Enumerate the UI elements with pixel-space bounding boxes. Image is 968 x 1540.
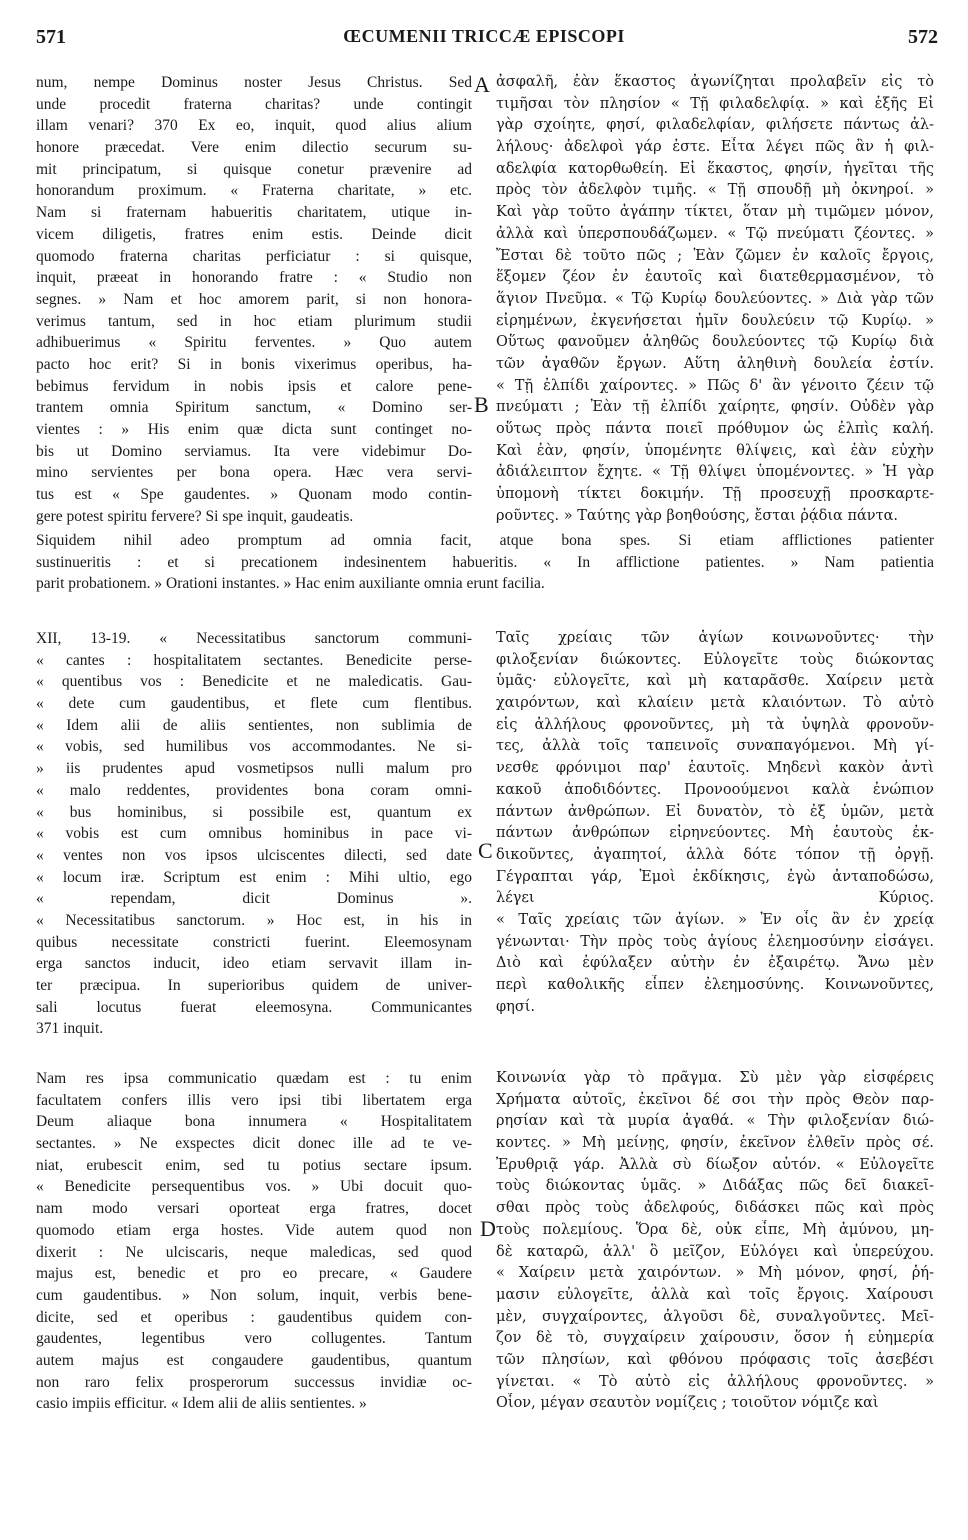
text-line: αδελφία κατορθωθείη. Εἰ ἕκαστος, φησίν, ἡγεῖται τῆς <box>496 160 934 177</box>
text-line: unde procedit fraterna charitas? unde contingit <box>36 95 472 113</box>
text-line: δὲ καταρῶ, ἀλλ' ὃ μεῖζον, Εὐλόγει καὶ ὑπερεύχου. <box>496 1243 934 1260</box>
text-line: ὑπομονὴ τίκτει δοκιμήν. Τῇ προσευχῇ προσκαρτε- <box>496 486 934 503</box>
text-line: Οὕτως φανοῦμεν ἀληθῶς δουλεύοντες τῷ Κυρίῳ διὰ <box>496 334 934 351</box>
text-line: « malo reddentes, providentes bona coram omni- <box>36 781 472 799</box>
text-line: Nam si fraternam habueritis charitatem, utique in- <box>36 204 472 222</box>
text-line: « Τῇ ἐλπίδι χαίροντες. » Πῶς δ' ἂν γένοιτο ζέειν τῷ <box>496 377 934 394</box>
text-line: honore præcedat. Vere enim dilectio securum su- <box>36 139 472 157</box>
text-line: ἀδιάλειπτον ἔχητε. « Τῇ θλίψει ὑπομένοντες. » Ἡ γὰρ <box>496 464 934 481</box>
text-line: « vobis est cum omnibus hominibus in pace vi- <box>36 825 472 843</box>
text-line: εἰρημένων, ἐκγενήσεται ἡμῖν δουλεύειν τῷ Κυρίῳ. » <box>496 312 934 329</box>
text-line: λήλους· ἀδελφοὶ γάρ ἐστε. Εἶτα λέγει πῶς ἂν ἡ φιλ- <box>496 139 934 156</box>
text-line: ζον δὲ τὸ, συγχαίρειν χαίρουσιν, ὅσον ἡ εὐημερία <box>496 1330 934 1347</box>
text-line: inquit, præeat in honorando fratre : « Studio non <box>36 269 472 287</box>
text-line: ἀλλὰ καὶ ὑπερσπουδάζωμεν. « Τῷ πνεύματι ζέοντες. » <box>496 225 934 242</box>
margin-letter-c: C <box>478 838 493 863</box>
text-line: vientes : » His enim quæ dicta sunt continget no- <box>36 421 472 438</box>
text-line: non raro felix prosperorum successus invidiæ oc- <box>36 1373 472 1391</box>
greek-column-middle <box>496 628 934 1018</box>
text-line: parit probationem. » Orationi instantes. » Hac enim auxiliante omnia erunt facilia. <box>36 575 545 593</box>
text-line: ροῦντες. » Ταύτης γὰρ βοηθούσης, ἔσται ῥᾴδια πάντα. <box>496 507 899 524</box>
text-line: σθαι πρὸς τοὺς ἀδελφούς, διδάσκει πῶς καὶ πρὸς <box>496 1200 934 1217</box>
text-line: pacto hoc erit? Si in bonis vixerimus operibus, ha- <box>36 355 472 373</box>
text-line: πάντων ἀνθρώπων. Εἰ δυνατὸν, τὸ ἐξ ὑμῶν, μετὰ <box>496 803 934 820</box>
text-line: quomodo fraterna charitas perficiatur : si quisque, <box>36 247 472 265</box>
text-line: « Necessitatibus sanctorum. » Hoc est, in his in <box>36 911 472 929</box>
running-header <box>0 10 968 50</box>
text-line: mino servientes per bona opera. Hæc vera servi- <box>36 464 472 482</box>
text-line: quomodo etiam erga hostes. Vide autem quod non <box>36 1221 472 1239</box>
text-line: μασιν εὐλογεῖτε, ἀλλὰ καὶ τοῖς ἔργοις. Χαίρουσι <box>496 1286 934 1303</box>
text-line: 371 inquit. <box>36 1020 104 1038</box>
latin-column-bottom <box>36 1068 472 1415</box>
text-line: γένωνται· Τὴν πρὸς τοὺς ἁγίους ἐλεημοσύνην εἰσάγει. <box>496 933 934 950</box>
margin-letter-b: B <box>474 392 489 417</box>
text-line: bis ut Domino serviamus. Ita vere videbimur Do- <box>36 442 472 460</box>
text-line: gere potest spiritu fervere? Si spe inquit, gaudeatis. <box>36 507 354 525</box>
text-line: » iis prudentes apud vosmetipsos nulli malum pro <box>36 760 472 778</box>
text-line: bebimus fervidum in nobis ipsis et calore pene- <box>36 377 472 395</box>
text-line: « cantes : hospitalitatem sectantes. Benedicite perse- <box>36 651 472 669</box>
text-line: « locum iræ. Scriptum est enim : Mihi ultio, ego <box>36 868 472 886</box>
text-line: ter præcipua. In superioribus quidem de univer- <box>36 977 472 994</box>
text-line: Nam res ipsa communicatio quædam est : tu enim <box>36 1070 472 1087</box>
text-line: τες, ἀλλὰ τοῖς ταπεινοῖς συναπαγόμενοι. Μὴ γί- <box>496 738 934 755</box>
text-line: νεσθε φρόνιμοι παρ' ἑαυτοῖς. Μηδενὶ κακὸν ἀντὶ <box>496 760 934 777</box>
text-line: sali locutus fuerat eleemosyna. Communicantes <box>36 998 472 1016</box>
right-page-number: 572 <box>908 26 938 48</box>
margin-letter-a: A <box>474 72 490 97</box>
latin-column-top <box>36 72 472 527</box>
text-line: Ταῖς χρείαις τῶν ἁγίων κοινωνοῦντες· τὴν <box>496 630 934 646</box>
text-line: Διὸ καὶ ἐφύλαξεν αὐτὴν ἐν ἐξαιρέτῳ. Ἄνω μὲν <box>496 955 934 972</box>
text-line: Deum aliaque bona innumera « Hospitalitatem <box>36 1113 472 1131</box>
text-line: δικοῦντες, ἀγαπητοί, ἀλλὰ δότε τόπον τῇ ὀργῇ. <box>496 846 934 863</box>
text-line: χαιρόντων, καὶ κλαίειν μετὰ κλαιόντων. Τὸ αὐτὸ <box>496 695 934 712</box>
text-line: περὶ καθολικῆς εἶπεν ἐλεημοσύνης. Κοινωνοῦντες, <box>496 977 934 993</box>
text-line: πνεύματι ; Ἐὰν τῇ ἐλπίδι χαίρητε, φησίν. Οὐδὲν γὰρ <box>496 399 934 416</box>
greek-column-bottom <box>496 1068 934 1415</box>
text-line: Γέγραπται γάρ, Ἐμοὶ ἐκδίκησις, ἐγὼ ἀνταποδώσω, <box>496 868 934 885</box>
text-line: Ἔσται δὲ τοῦτο πῶς ; Ἐὰν ζῶμεν ἐν καλοῖς ἔργοις, <box>496 247 934 264</box>
text-line: autem majus est congaudere gaudentibus, quantum <box>36 1351 472 1369</box>
text-line: τιμῆσαι τὸν πλησίον « Τῇ φιλαδελφίᾳ. » καὶ ἑξῆς Εἰ <box>496 95 934 112</box>
text-line: Καὶ ἐὰν, φησίν, ὑπομένητε θλίψεις, καὶ ἐὰν εὐχὴν <box>496 442 934 459</box>
text-line: segnes. » Nam et hoc amorem parit, si non honora- <box>36 290 472 308</box>
text-line: illam venari? 370 Ex eo, inquit, quod alius alium <box>36 117 472 135</box>
text-line: erga sanctos inducit, ideo etiam servavit illam in- <box>36 955 472 973</box>
full-width-paragraph <box>36 530 934 595</box>
text-line: κοντες. » Μὴ μείνῃς, φησίν, ἐκεῖνον ἐλθεῖν πρὸς σέ. <box>496 1135 934 1152</box>
text-line: ἀσφαλῆ, ἐὰν ἕκαστος ἀγωνίζηται προλαβεῖν εἰς τὸ <box>496 74 934 90</box>
text-line: ἕξομεν ζέον ἐν ἑαυτοῖς καὶ διατεθερμασμένον, τὸ <box>496 269 934 286</box>
text-line: οὕτως πρὸς πάντα ποιεῖ πρόθυμον ὡς ἐλπὶς καλή. <box>496 421 934 437</box>
text-line: φιλοξενίαν διώκοντες. Εὐλογεῖτε τοὺς διώκοντας <box>496 651 934 668</box>
text-line: τοὺς πολεμίους. Ὅρα δὲ, οὐκ εἶπε, Μὴ ἀμύνου, μη- <box>496 1221 934 1238</box>
text-line: facultatem confers illis vero ipsi tibi libertatem erga <box>36 1091 472 1109</box>
margin-letter-d: D <box>480 1216 496 1241</box>
text-line: cum gaudentibus. » Non solum, inquit, verbis bene- <box>36 1286 472 1304</box>
text-line: γίνεται. « Τὸ αὐτὸ εἰς ἀλλήλους φρονοῦντες. » <box>496 1373 934 1390</box>
text-line: « Idem alii de aliis sentientes, non sublimia de <box>36 716 472 734</box>
text-line: casio impiis efficitur. « Idem alii de aliis sentientes. » <box>36 1395 367 1413</box>
text-line: num, nempe Dominus noster Jesus Christus. Sed <box>36 74 472 91</box>
text-line: τῶν πλησίων, καὶ φθόνου πρόφασις τοῖς ἀσεβέσι <box>496 1351 934 1368</box>
text-line: dixerit : Ne ulciscaris, neque maledicas, sed quod <box>36 1243 472 1261</box>
text-line: « dete cum gaudentibus, et flete cum flentibus. <box>36 695 472 713</box>
text-line: nam modo versari oporteat erga fratres, docet <box>36 1200 472 1218</box>
text-line: τῶν ἀγαθῶν ἔργων. Αὕτη ἀληθινὴ δουλεία ἐστίν. <box>496 355 934 372</box>
text-line: gaudentes, legentibus vero collugentes. Tantum <box>36 1330 472 1348</box>
text-line: ὑμᾶς· εὐλογεῖτε, καὶ μὴ καταρᾶσθε. Χαίρειν μετὰ <box>496 673 934 690</box>
running-title: ŒCUMENII TRICCÆ EPISCOPI <box>343 26 625 46</box>
text-line: majus est, benedic et pro eo precare, « Gaudere <box>36 1265 472 1283</box>
text-line: honorandum proximum. « Fraterna charitate, » etc. <box>36 182 472 200</box>
text-line: verimus tantum, sed in hoc etiam plurimum studii <box>36 312 472 330</box>
text-line: adhibuerimus « Spiritu ferventes. » Quo autem <box>36 334 472 352</box>
text-line: sectantes. » Ne exspectes dicit donec ille ad te ve- <box>36 1135 472 1153</box>
text-line: Ἐρυθριᾷ γάρ. Ἀλλὰ σὺ δίωξον αὐτόν. « Εὐλογεῖτε <box>496 1156 934 1173</box>
text-line: « bus hominibus, si possibile est, quantum ex <box>36 803 472 821</box>
text-line: trantem omnia Spiritum sanctum, « Domino ser- <box>36 399 472 417</box>
text-line: « Benedicite persequentibus vos. » Ubi docuit quo- <box>36 1178 472 1196</box>
text-line: tus est « Spe gaudentes. » Quonam modo contin- <box>36 486 472 504</box>
text-line: ἅγιον Πνεῦμα. « Τῷ Κυρίῳ δουλεύοντες. » Διὰ γὰρ τῶν <box>496 290 934 307</box>
text-line: « Χαίρειν μετὰ χαιρόντων. » Μὴ μόνον, φησί, ῥή- <box>496 1265 934 1282</box>
text-line: « ventes non vos ipsos ulciscentes dilecti, sed date <box>36 846 472 864</box>
text-line: Siquidem nihil adeo promptum ad omnia facit, atque bona spes. Si etiam afflictiones patienter <box>36 532 934 549</box>
text-line: « Ταῖς χρείαις τῶν ἁγίων. » Ἐν οἷς ἂν ἐν χρείᾳ <box>496 911 934 928</box>
text-line: τοὺς διώκοντας ὑμᾶς. » Διδάξας πῶς δεῖ διακεῖ- <box>496 1178 934 1195</box>
text-line: sustinueritis : et si precationem indesinentem habueritis. « In afflictione patientes. » Nam patientia <box>36 553 934 571</box>
latin-column-middle <box>36 628 472 1040</box>
text-line: πάντων ἀνθρώπων εἰρηνεύοντες. Μὴ ἑαυτοὺς ἐκ- <box>496 825 934 842</box>
text-line: Οἷον, μέγαν σεαυτὸν νομίζεις ; τοιοῦτον νόμιζε καὶ <box>496 1395 879 1412</box>
text-line: vicem diligetis, fratres enim estis. Deinde dicit <box>36 225 472 243</box>
text-line: πρὸς τὸν ἀδελφὸν τιμῆς. « Τῇ σπουδῇ μὴ ὀκνηροί. » <box>496 182 934 199</box>
text-line: εἰς ἀλλήλους φρονοῦντες, μὴ τὰ ὑψηλὰ φρονοῦν- <box>496 716 934 733</box>
text-line: μὲν, συγχαίροντες, ἀλγοῦσι δὲ, συναλγοῦντες. Μεῖ- <box>496 1308 934 1325</box>
text-line: « vobis, sed humilibus vos accommodantes. Ne si- <box>36 738 472 756</box>
text-line: XII, 13-19. « Necessitatibus sanctorum communi- <box>36 630 472 647</box>
text-line: φησί. <box>496 998 536 1015</box>
left-page-number: 571 <box>36 26 66 48</box>
text-line: dicite, sed et operibus : gaudentibus quidem con- <box>36 1308 472 1326</box>
text-line: Καὶ γὰρ τοῦτο ἀγάπην τίκτει, ὅταν μὴ τιμῶμεν μόνον, <box>496 204 934 221</box>
text-line: ρησίαν καὶ τὰ μυρία ἀγαθά. « Τὴν φιλοξενίαν διώ- <box>496 1113 934 1130</box>
text-line: Χρήματα αὐτοῖς, ἐκεῖνοι δέ σοι τὴν πρὸς Θεὸν παρ- <box>496 1091 934 1108</box>
text-line: « rependam, dicit Dominus ». <box>36 890 472 908</box>
text-line: « quentibus vos : Benedicite et ne maledicatis. Gau- <box>36 673 472 691</box>
text-line: λέγει Κύριος. <box>496 890 934 907</box>
text-line: niat, erubescit enim, sed tu potius sectare ipsum. <box>36 1156 472 1174</box>
text-line: quibus necessitate constricti fuerint. Eleemosynam <box>36 933 472 951</box>
text-line: mit principatum, si quisque conetur prævenire ad <box>36 160 472 178</box>
text-line: κακοῦ ἀποδιδόντες. Προνοούμενοι καλὰ ἐνώπιον <box>496 781 934 798</box>
greek-column-top <box>496 72 934 527</box>
text-line: Κοινωνία γὰρ τὸ πρᾶγμα. Σὺ μὲν γὰρ εἰσφέρεις <box>496 1070 934 1086</box>
text-line: γὰρ σχοίητε, φησί, φιλαδελφίαν, φιλήσετε πάντως ἀλ- <box>496 117 934 134</box>
